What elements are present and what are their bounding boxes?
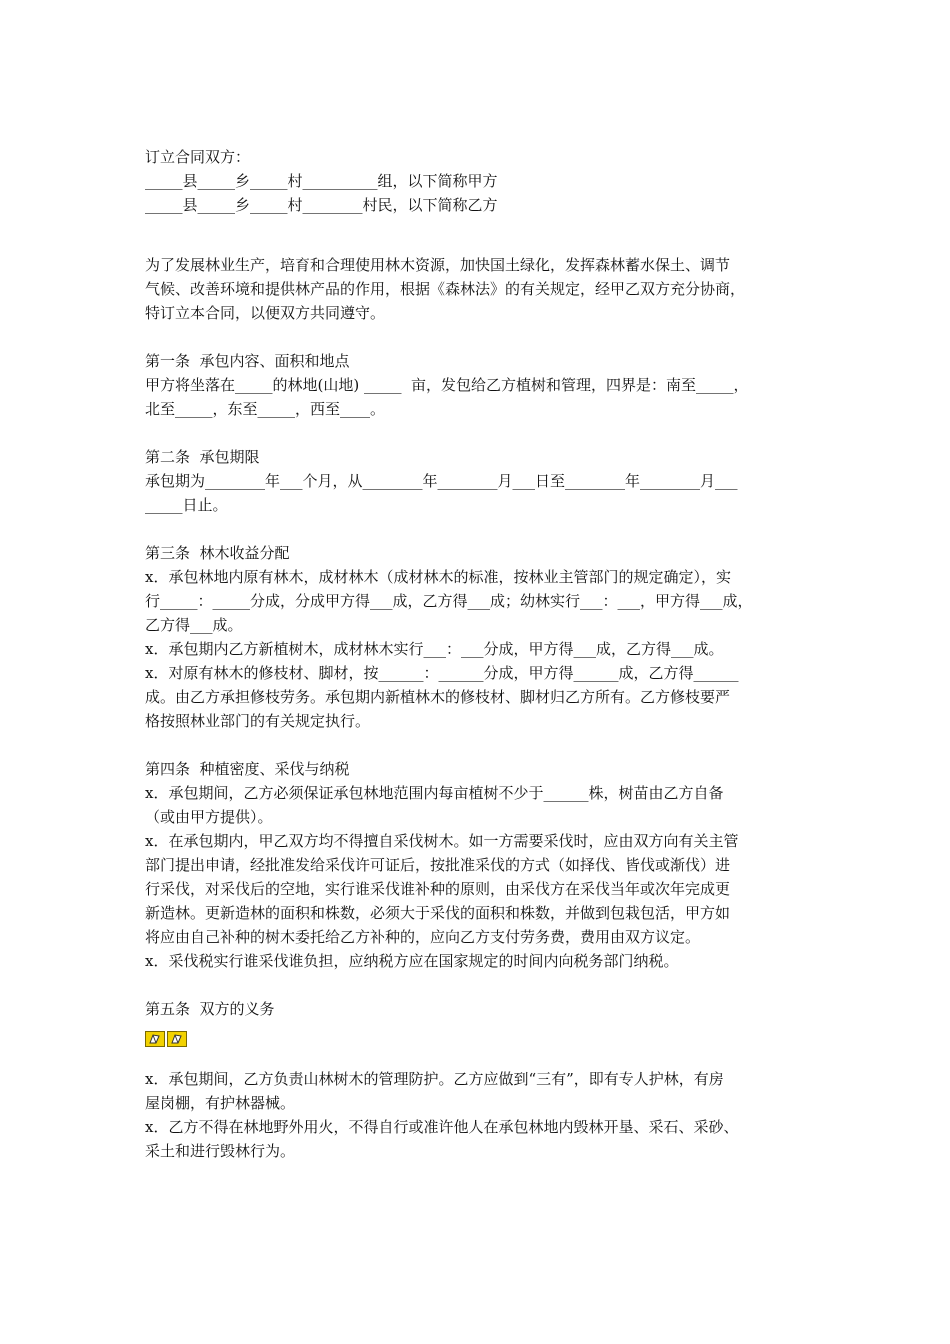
article-4-title: 第四条 种植密度、采伐与纳税 bbox=[145, 760, 350, 778]
contract-document bbox=[145, 145, 815, 1163]
article-3-line: x．对原有林木的修枝材、脚材，按______：______分成，甲方得______成，乙方得______ bbox=[145, 664, 739, 682]
document-icon[interactable] bbox=[145, 1031, 165, 1047]
article-4-line: 部门提出申请，经批准发给采伐许可证后，按批准采伐的方式（如择伐、皆伐或渐伐）进 bbox=[145, 856, 731, 874]
article-3-line: 乙方得___成。 bbox=[145, 616, 243, 634]
article-3-line: 成。由乙方承担修枝劳务。承包期内新植林木的修枝材、脚材归乙方所有。乙方修枝要严 bbox=[145, 688, 731, 706]
article-4-line: 行采伐，对采伐后的空地，实行谁采伐谁补种的原则，由采伐方在采伐当年或次年完成更 bbox=[145, 880, 731, 898]
article-5-title: 第五条 双方的义务 bbox=[145, 1000, 275, 1018]
article-5-line: 屋岗棚，有护林器械。 bbox=[145, 1094, 296, 1112]
article-5-line: x．承包期间，乙方负责山林树木的管理防护。乙方应做到“三有”，即有专人护林，有房 bbox=[145, 1070, 724, 1088]
parties-heading: 订立合同双方： bbox=[145, 148, 251, 166]
article-5-line: 采土和进行毁林行为。 bbox=[145, 1142, 296, 1160]
article-3-line: x．承包林地内原有林木，成材林木（成材林木的标准，按林业主管部门的规定确定），实 bbox=[145, 568, 731, 586]
article-3-line: 行_____：_____分成，分成甲方得___成，乙方得___成；幼林实行___：___，甲方得___成， bbox=[145, 592, 753, 610]
party-a-line: _____县_____乡_____村__________组，以下简称甲方 bbox=[145, 172, 498, 190]
document-icon[interactable] bbox=[167, 1031, 187, 1047]
article-3-line: x．承包期内乙方新植树木，成材林木实行___：___分成，甲方得___成，乙方得___成。 bbox=[145, 640, 724, 658]
article-1-title: 第一条 承包内容、面积和地点 bbox=[145, 352, 350, 370]
article-4-line: （或由甲方提供）。 bbox=[145, 808, 273, 826]
article-1-line: 北至_____，东至_____，西至____。 bbox=[145, 400, 386, 418]
preamble-line: 特订立本合同，以便双方共同遵守。 bbox=[145, 304, 386, 322]
preamble-line: 气候、改善环境和提供林产品的作用，根据《森林法》的有关规定，经甲乙双方充分协商， bbox=[145, 280, 746, 298]
article-4-line: 新造林。更新造林的面积和株数，必须大于采伐的面积和株数，并做到包栽包活，甲方如 bbox=[145, 904, 731, 922]
article-4-line: 将应由自己补种的树木委托给乙方补种的，应向乙方支付劳务费，费用由双方议定。 bbox=[145, 928, 701, 946]
article-2-line: _____日止。 bbox=[145, 496, 228, 514]
article-3-line: 格按照林业部门的有关规定执行。 bbox=[145, 712, 371, 730]
article-3-title: 第三条 林木收益分配 bbox=[145, 544, 290, 562]
article-5-line: x．乙方不得在林地野外用火，不得自行或准许他人在承包林地内毁林开垦、采石、采砂、 bbox=[145, 1118, 739, 1136]
article-4-line: x．采伐税实行谁采伐谁负担，应纳税方应在国家规定的时间内向税务部门纳税。 bbox=[145, 952, 679, 970]
article-4-line: x．在承包期内，甲乙双方均不得擅自采伐树木。如一方需要采伐时，应由双方向有关主管 bbox=[145, 832, 739, 850]
preamble-line: 为了发展林业生产，培育和合理使用林木资源，加快国土绿化，发挥森林蓄水保土、调节 bbox=[145, 256, 731, 274]
article-1-line: 甲方将坐落在_____的林地(山地) _____ 亩，发包给乙方植树和管理，四界是：南至_____， bbox=[145, 376, 749, 394]
article-2-title: 第二条 承包期限 bbox=[145, 448, 260, 466]
party-b-line: _____县_____乡_____村________村民，以下简称乙方 bbox=[145, 196, 498, 214]
article-4-line: x．承包期间，乙方必须保证承包林地范围内每亩植树不少于______株，树苗由乙方自备 bbox=[145, 784, 724, 802]
embedded-icons bbox=[145, 1031, 815, 1053]
article-2-line: 承包期为________年___个月，从________年________月___日至________年________月___ bbox=[145, 472, 738, 490]
